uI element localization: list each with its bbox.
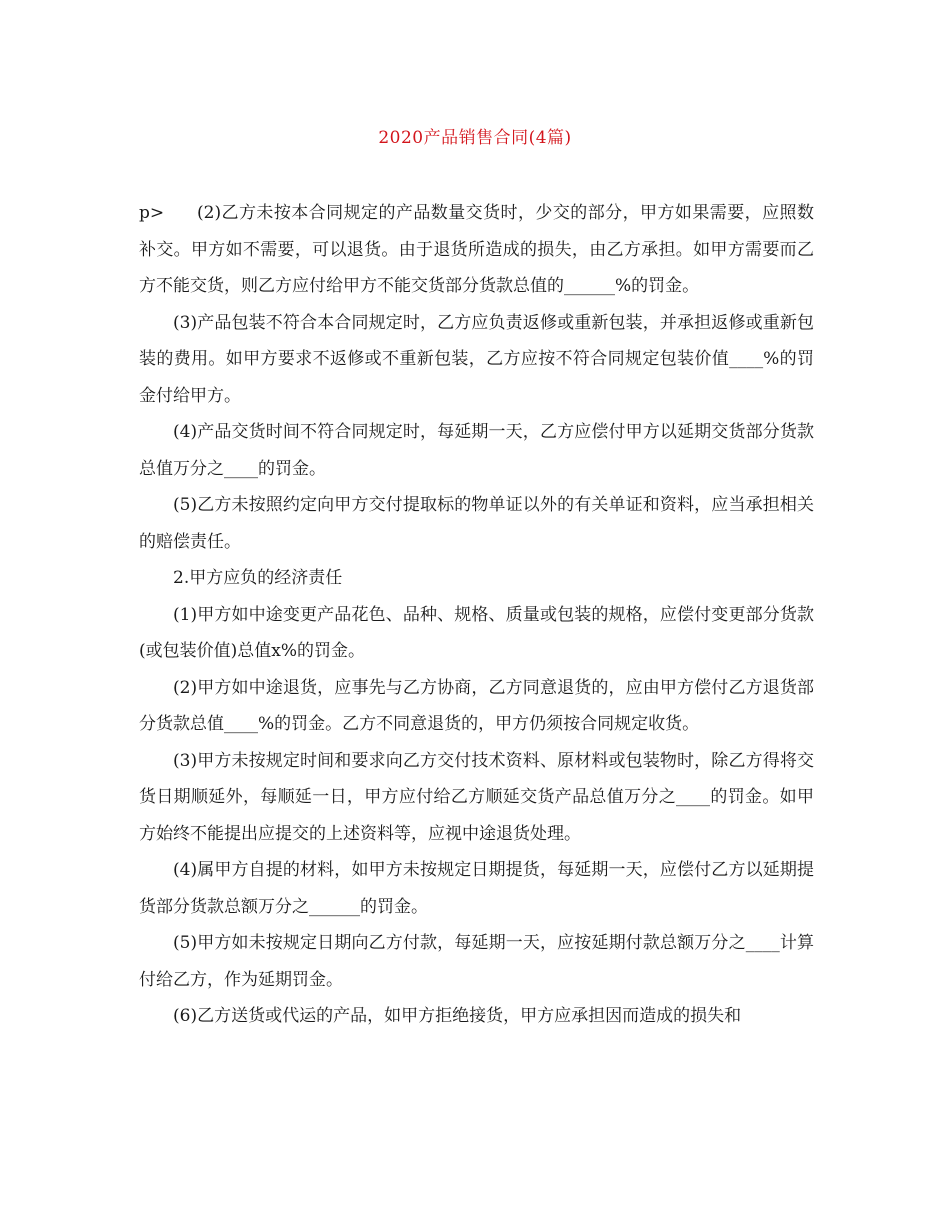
- paragraph-7: (2)甲方如中途退货，应事先与乙方协商，乙方同意退货的，应由甲方偿付乙方退货部分货款总值____%的罚金。乙方不同意退货的，甲方仍须按合同规定收货。: [139, 677, 814, 734]
- paragraph-6: (1)甲方如中途变更产品花色、品种、规格、质量或包装的规格，应偿付变更部分货款(或包装价值)总值x%的罚金。: [139, 604, 814, 661]
- paragraph-8: (3)甲方未按规定时间和要求向乙方交付技术资料、原材料或包装物时，除乙方得将交货日期顺延外，每顺延一日，甲方应付给乙方顺延交货产品总值万分之____的罚金。如甲方始终不能提出应提交的上述资料等，应视中途退货处理。: [139, 750, 814, 844]
- paragraph-4: (5)乙方未按照约定向甲方交付提取标的物单证以外的有关单证和资料，应当承担相关的赔偿责任。: [139, 495, 814, 552]
- paragraph-9: (4)属甲方自提的材料，如甲方未按规定日期提货，每延期一天，应偿付乙方以延期提货部分货款总额万分之______的罚金。: [139, 860, 814, 917]
- section-heading-2: 2.甲方应负的经济责任: [173, 568, 343, 588]
- paragraph-11: (6)乙方送货或代运的产品，如甲方拒绝接货，甲方应承担因而造成的损失和: [173, 1006, 742, 1026]
- document-title: 2020产品销售合同(4篇): [378, 128, 572, 148]
- paragraph-3: (4)产品交货时间不符合同规定时，每延期一天，乙方应偿付甲方以延期交货部分货款总值万分之____的罚金。: [139, 422, 814, 479]
- paragraph-10: (5)甲方如未按规定日期向乙方付款，每延期一天，应按延期付款总额万分之____计算付给乙方，作为延期罚金。: [139, 933, 814, 990]
- paragraph-1: [139, 195, 814, 305]
- lead-fragment: p>: [139, 203, 165, 223]
- document-body: [139, 195, 814, 1035]
- paragraph-2: (3)产品包装不符合本合同规定时，乙方应负责返修或重新包装，并承担返修或重新包装的费用。如甲方要求不返修或不重新包装，乙方应按不符合同规定包装价值____%的罚金付给甲方。: [139, 312, 814, 406]
- paragraph-1-text: (2)乙方未按本合同规定的产品数量交货时，少交的部分，甲方如果需要，应照数补交。甲方如不需要，可以退货。由于退货所造成的损失，由乙方承担。如甲方需要而乙方不能交货，则乙方应付给甲方不能交货部分货款总值的______%的罚金。: [139, 203, 814, 296]
